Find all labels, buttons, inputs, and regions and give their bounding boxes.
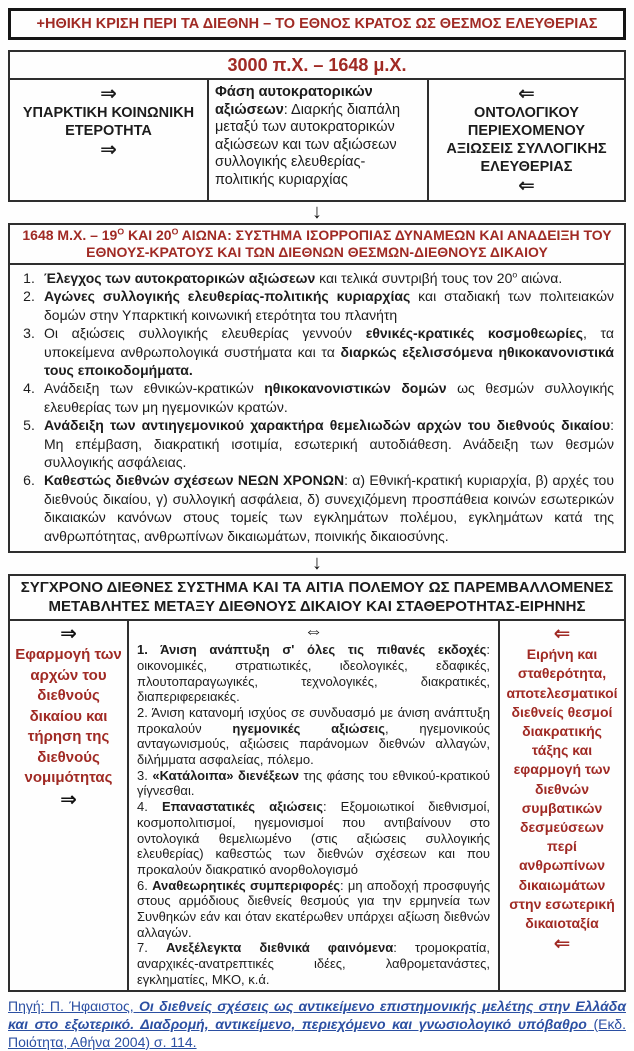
list-item: 2. Άνιση κατανομή ισχύος σε συνδυασμό με άνιση ανάπτυξη προκαλούν ηγεμονικές αξιώσεις, ηγεμονικούς ανταγωνισμούς, αξιώσεις παράνομων διεθνών αλλαγών, διλήμματα ασφαλείας, πόλεμο. — [137, 704, 490, 768]
item-number: 1. — [23, 270, 35, 286]
list-item — [14, 471, 614, 545]
era-right-column — [427, 80, 624, 200]
arrow-left-icon: ⇐ — [518, 175, 535, 197]
era-left-column — [10, 80, 207, 200]
item-number: 4. — [23, 380, 35, 397]
item-text: Αγώνες συλλογικής ελευθερίας-πολιτικής κυριαρχίας και σταδιακή των πολιτειακών δομών στην Υπαρκτική κοινωνική ετερότητα του πλανήτη — [44, 288, 614, 323]
arrow-left-icon: ⇐ — [518, 83, 535, 105]
era-middle-text: Φάση αυτοκρατορικών αξιώσεων: Διαρκής διαπάλη μεταξύ των αυτοκρατορικών αξιώσεων και των αξιώσεων συλλογικής ελευθερίας-πολιτικής κυριαρχίας — [207, 80, 427, 200]
item-number: 2. — [23, 288, 35, 305]
list-item — [14, 269, 614, 287]
item-text: Καθεστώς διεθνών σχέσεων ΝΕΩΝ ΧΡΟΝΩΝ: α) Εθνική-κρατική κυριαρχία, β) αρχές του διεθνούς δικαίου, γ) συλλογική ασφάλεια, δ) συνεχιζόμενη προσπάθεια κοινών εσωτερικών δικαιακών κανόνων στους τομείς των εγκλημάτων πολέμου, εγκλημάτων κατά της ανθρωπότητας, ανθρωπίνων δικαιωμάτων, ποινικής δικαιοσύνης. — [44, 472, 614, 544]
item-text: Ανάδειξη των εθνικών-κρατικών ηθικοκανονιστικών δομών ως θεσμών συλλογικής ελευθερίας των μη ηγεμονικών κρατών. — [44, 380, 614, 415]
item-number: 3. — [23, 325, 35, 342]
list-item: 6. Αναθεωρητικές συμπεριφορές: μη αποδοχή προσφυγής στους αρμόδιους διεθνείς θεσμούς για την ερμηνεία των Συνθηκών εάν και όταν εκατέρωθεν υπάρχει αξίωση διεθνών αλλαγών. — [137, 877, 490, 940]
item-number: 5. — [23, 417, 35, 434]
down-arrow-icon: ↓ — [312, 201, 322, 223]
list-item: 3. «Κατάλοιπα» διενέξεων της φάσης του εθνικού-κρατικού γίγνεσθαι. — [137, 767, 490, 799]
item-number: 6. — [23, 472, 35, 489]
list-item: 7. Ανεξέλεγκτα διεθνικά φαινόμενα: τρομοκρατία, αναρχικές-ανατρεπτικές ιδέες, λαθρομετανάστες, εγκληματίες, ΜΚΟ, κ.ά. — [137, 940, 490, 987]
arrow-left-icon: ⇐ — [553, 933, 571, 956]
apply-law-label: Εφαρμογή των αρχών του διεθνούς δικαίου και τήρηση της διεθνούς νομιμότητας — [15, 646, 122, 787]
arrow-left-icon: ⇐ — [553, 623, 571, 646]
list-item — [14, 416, 614, 471]
arrow-right-icon: ⇒ — [100, 139, 117, 161]
item-text: Έλεγχος των αυτοκρατορικών αξιώσεων και τελικά συντριβή τους τον $20^o$ αιώνα. — [44, 269, 563, 286]
double-arrow-icon: ⇔ — [304, 621, 323, 643]
arrow-right-icon: ⇒ — [60, 788, 77, 811]
era-period-heading: 3000 π.Χ. – 1648 μ.Χ. — [10, 52, 624, 80]
era-right-label: ΟΝΤΟΛΟΓΙΚΟΥ ΠΕΡΙΕΧΟΜΕΝΟΥ ΑΞΙΩΣΕΙΣ ΣΥΛΛΟΓΙΚΗΣ ΕΛΕΥΘΕΡΙΑΣ — [446, 105, 607, 175]
era-box — [8, 50, 626, 202]
balance-header: 1648 Μ.Χ. – $19^O$ ΚΑΙ $20^O$ ΑΙΩΝΑ: ΣΥΣΤΗΜΑ ΙΣΟΡΡΟΠΙΑΣ ΔΥΝΑΜΕΩΝ ΚΑΙ ΑΝΑΔΕΙΞΗ ΤΟΥ ΕΘΝΟΥΣ-ΚΡΑΤΟΥΣ ΚΑΙ ΤΩΝ ΔΙΕΘΝΩΝ ΘΕΣΜΩΝ-ΔΙΕΘΝΟΥΣ ΔΙΚΑΙΟΥ — [10, 225, 624, 265]
list-item: 1. Άνιση ανάπτυξη σ' όλες τις πιθανές εκδοχές: οικονομικές, στρατιωτικές, ιδεολογικές, εδαφικές, πλουτοπαραγωγικές, τεχνολογικές, διακρατικές, διαπεριφερειακές. — [137, 642, 490, 705]
source-citation-link[interactable]: Πηγή: Π. Ήφαιστος, Οι διεθνείς σχέσεις ως αντικείμενο επιστημονικής μελέτης στην Ελλάδα και στο εξωτερικό. Διαδρομή, αντικείμενο, περιεχόμενο και γνωσιολογικό υπόβαθρο (Εκδ. Ποιότητα, Αθήνα 2004) σ. 114. — [8, 997, 626, 1050]
list-item — [14, 379, 614, 416]
balance-list — [10, 265, 624, 551]
item-text: Ανάδειξη των αντιηγεμονικού χαρακτήρα θεμελιωδών αρχών του διεθνούς δικαίου: Μη επέμβαση, διακρατική ισοτιμία, εσωτερική αυτοδιάθεση. Ανάδειξη των θεσμών συλλογικής ασφάλειας. — [44, 417, 614, 471]
modern-columns — [10, 621, 624, 989]
list-item — [14, 287, 614, 324]
peace-stability-label: Ειρήνη και σταθερότητα, αποτελεσματικοί διεθνείς θεσμοί διακρατικής τάξης και εφαρμογή των διεθνών συμβατικών δεσμεύσεων περί ανθρωπίνων δικαιωμάτων στην εσωτερική δικαιοταξία — [506, 646, 618, 931]
item-text: Οι αξιώσεις συλλογικής ελευθερίας γεννούν εθνικές-κρατικές κοσμοθεωρίες, τα υποκείμενα ανθρωπολογικά συστήματα και τα διαρκώς εξελισσόμενα ηθικοκανονιστικά τους εποικοδομήματα. — [44, 325, 614, 379]
list-item: 4. Επαναστατικές αξιώσεις: Εξομοιωτικοί διεθνισμοί, κοσμοπολιτισμοί, ηγεμονισμοί που αντιβαίνουν στο οντολογικά θεμελιωμένο (στις αξιώσεις συλλογικής ελευθερίας) καθεστώς των διεθνών σχέσεων και που προκαλούν διακρατικό ανορθολογισμό — [137, 799, 490, 877]
page-title: +ΗΘΙΚΗ ΚΡΙΣΗ ΠΕΡΙ ΤΑ ΔΙΕΘΝΗ – ΤΟ ΕΘΝΟΣ ΚΡΑΤΟΣ ΩΣ ΘΕΣΜΟΣ ΕΛΕΥΘΕΡΙΑΣ — [8, 8, 626, 40]
list-item — [14, 324, 614, 379]
peace-stability-column — [498, 621, 624, 989]
balance-of-power-box — [8, 223, 626, 553]
era-left-label: ΥΠΑΡΚΤΙΚΗ ΚΟΙΝΩΝΙΚΗ ΕΤΕΡΟΤΗΤΑ — [22, 105, 195, 139]
arrow-right-icon: ⇒ — [100, 83, 117, 105]
arrow-right-icon: ⇒ — [60, 623, 77, 646]
modern-system-box — [8, 574, 626, 991]
modern-system-header: ΣΥΓΧΡΟΝΟ ΔΙΕΘΝΕΣ ΣΥΣΤΗΜΑ ΚΑΙ ΤΑ ΑΙΤΙΑ ΠΟΛΕΜΟΥ ΩΣ ΠΑΡΕΜΒΑΛΛΟΜΕΝΕΣ ΜΕΤΑΒΛΗΤΕΣ ΜΕΤΑΞΥ ΔΙΕΘΝΟΥΣ ΔΙΚΑΙΟΥ ΚΑΙ ΣΤΑΘΕΡΟΤΗΤΑΣ-ΕΙΡΗΝΗΣ — [10, 576, 624, 621]
down-arrow-icon: ↓ — [312, 552, 322, 575]
era-columns — [10, 80, 624, 200]
war-causes-column — [127, 621, 498, 989]
apply-law-column — [10, 621, 127, 989]
